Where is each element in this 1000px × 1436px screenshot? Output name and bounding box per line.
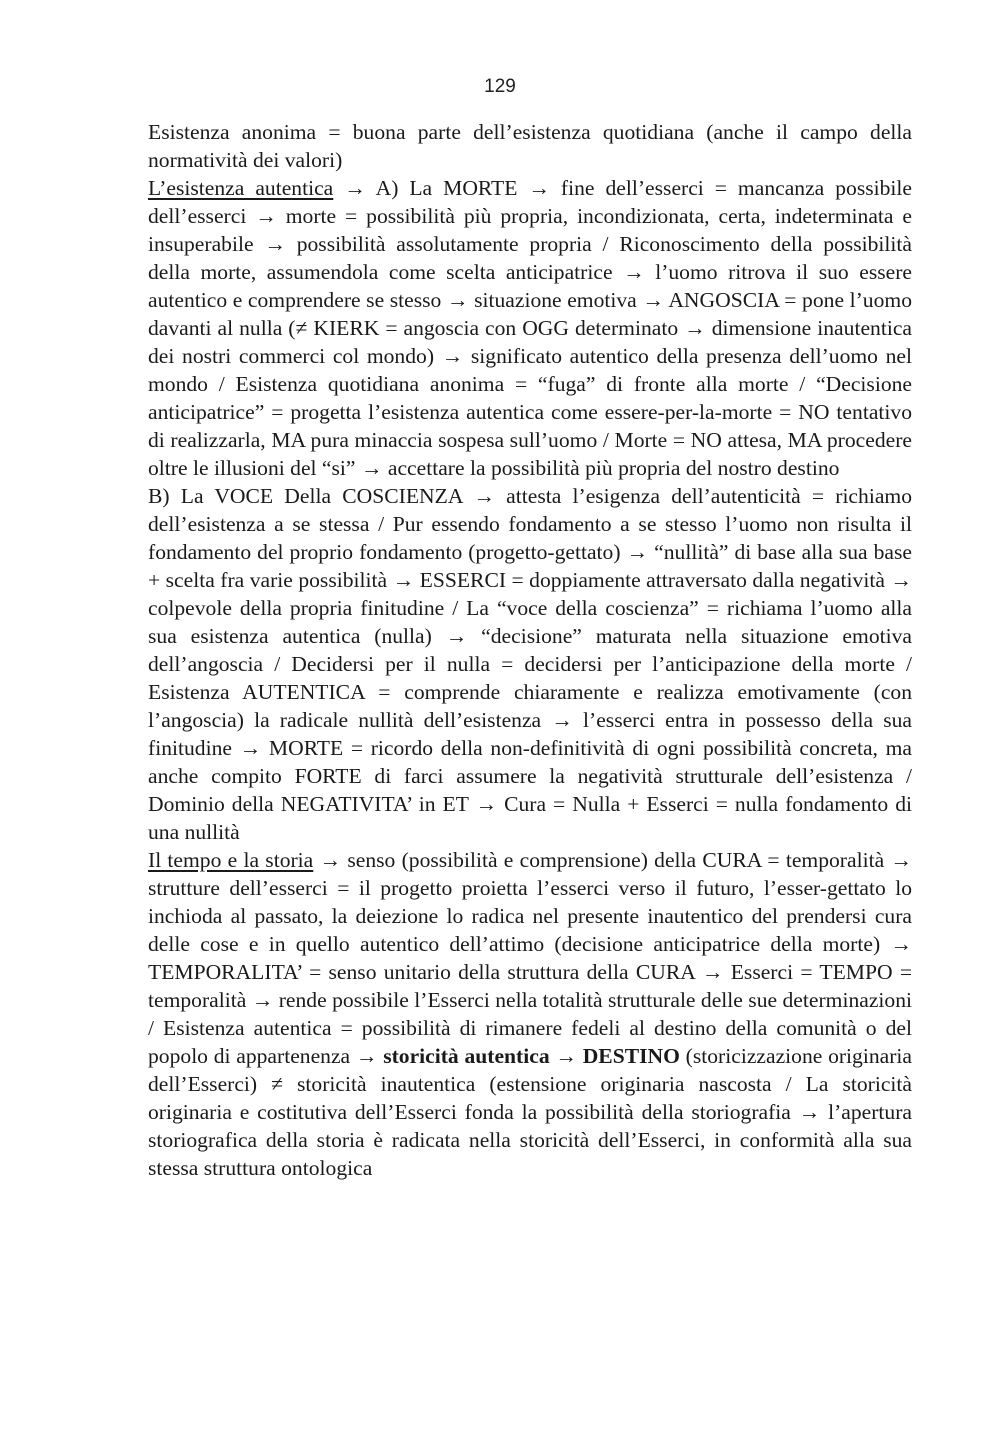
paragraph-text: Esistenza anonima = buona parte dell’esistenza quotidiana (anche il campo della normatività dei valori) (148, 120, 912, 172)
body-text (148, 118, 912, 1182)
bold-term-storicita-autentica: storicità autentica (383, 1044, 550, 1068)
paragraph-tempo-storia (148, 846, 912, 1182)
section-heading-tempo-storia: Il tempo e la storia (148, 848, 314, 872)
paragraph-text: (storicizzazione originaria dell’Esserci) ≠ storicità inautentica (estensione originaria nascosta / La storicità originaria e costitutiva dell’Esserci fonda la possibilità della storiografia → l’apertura storiografica della storia è radicata nella storicità dell’Esserci, in conformità alla sua stessa struttura ontologica (148, 1044, 913, 1180)
page-number: 129 (484, 76, 516, 97)
paragraph-voce-coscienza (148, 482, 912, 846)
paragraph-esistenza-autentica (148, 174, 912, 482)
paragraph-text: → A) La MORTE → fine dell’esserci = mancanza possibile dell’esserci → morte = possibilità più propria, incondizionata, certa, indeterminata e insuperabile → possibilità assolutamente propria / Riconoscimento della possibilità della morte, assumendola come scelta anticipatrice → l’uomo ritrova il suo essere autentico e comprendere se stesso → situazione emotiva → ANGOSCIA = pone l’uomo davanti al nulla (≠ KIERK = angoscia con OGG determinato → dimensione inautentica dei nostri commerci col mondo) → significato autentico della presenza dell’uomo nel mondo / Esistenza quotidiana anonima = “fuga” di fronte alla morte / “Decisione anticipatrice” = progetta l’esistenza autentica come essere-per-la-morte = NO tentativo di realizzarla, MA pura minaccia sospesa sull’uomo / Morte = NO attesa, MA procedere oltre le illusioni del “si” → accettare la possibilità più propria del nostro destino (148, 176, 913, 480)
section-heading-esistenza-autentica: L’esistenza autentica (148, 176, 334, 200)
paragraph-text: B) La VOCE Della COSCIENZA → attesta l’esigenza dell’autenticità = richiamo dell’esistenza a se stessa / Pur essendo fondamento a se stesso l’uomo non risulta il fondamento del proprio fondamento (progetto-gettato) → “nullità” di base alla sua base + scelta fra varie possibilità → ESSERCI = doppiamente attraversato dalla negatività → colpevole della propria finitudine / La “voce della coscienza” = richiama l’uomo alla sua esistenza autentica (nulla) → “decisione” maturata nella situazione emotiva dell’angoscia / Decidersi per il nulla = decidersi per l’anticipazione della morte / Esistenza AUTENTICA = comprende chiaramente e realizza emotivamente (con l’angoscia) la radicale nullità dell’esistenza → l’esserci entra in possesso della sua finitudine → MORTE = ricordo della non-definitività di ogni possibilità concreta, ma anche compito FORTE di farci assumere la negatività strutturale dell’esistenza / Dominio della NEGATIVITA’ in ET → Cura = Nulla + Esserci = nulla fondamento di una nullità (148, 484, 912, 844)
paragraph-esistenza-anonima (148, 118, 912, 174)
bold-arrow: → (549, 1044, 583, 1068)
bold-term-destino: DESTINO (582, 1044, 680, 1068)
paragraph-text: → senso (possibilità e comprensione) della CURA = temporalità → strutture dell’esserci = il progetto proietta l’esserci verso il futuro, l’esser-gettato lo inchioda al passato, la deiezione lo radica nel presente inautentico del prendersi cura delle cose e in quello autentico dell’attimo (decisione anticipatrice della morte) → TEMPORALITA’ = senso unitario della struttura della CURA → Esserci = TEMPO = temporalità → rende possibile l’Esserci nella totalità strutturale delle sue determinazioni / Esistenza autentica = possibilità di rimanere fedeli al destino della comunità o del popolo di appartenenza → (148, 848, 913, 1068)
